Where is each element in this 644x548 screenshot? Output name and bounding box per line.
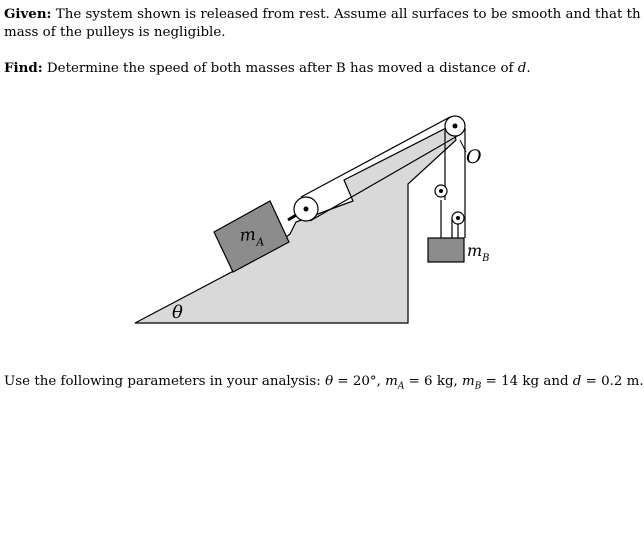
pulley-o-axle: [453, 124, 458, 129]
incline-shape: [135, 125, 456, 323]
params-mb-sym: m: [462, 374, 475, 389]
given-line-2: mass of the pulleys is negligible.: [4, 25, 226, 40]
wall-pulley-axle: [439, 189, 443, 193]
find-text: Determine the speed of both masses after B has moved a distance of: [46, 61, 518, 76]
params-theta-val: = 20°,: [333, 374, 386, 389]
params-intro: Use the following parameters in your analysis:: [4, 374, 326, 389]
params-d-val: = 0.2 m.: [581, 374, 644, 389]
given-label: Given:: [4, 6, 52, 22]
label-o: O: [466, 146, 482, 168]
params-ma-val: = 6 kg,: [404, 374, 463, 389]
slider-pulley-axle: [304, 207, 309, 212]
find-var-d: d: [517, 61, 527, 76]
params-theta-sym: θ: [325, 374, 334, 389]
params-ma-sub: A: [397, 381, 405, 392]
params-mb-val: = 14 kg and: [481, 374, 573, 389]
label-theta: θ: [172, 302, 183, 323]
label-mb: $m_B$: [467, 241, 490, 264]
find-label: Find:: [4, 60, 43, 76]
block-b: [428, 238, 464, 262]
find-period: .: [526, 61, 531, 76]
params-d-sym: d: [572, 374, 582, 389]
params-mb-sub: B: [474, 381, 482, 392]
label-ma: $m_A$: [238, 224, 265, 249]
given-text-1: The system shown is released from rest. Assume all surfaces to be smooth and that th: [55, 7, 641, 22]
params-ma-sym: m: [385, 374, 398, 389]
block-b-pulley-axle: [456, 216, 460, 220]
parameters-line: [4, 373, 644, 396]
